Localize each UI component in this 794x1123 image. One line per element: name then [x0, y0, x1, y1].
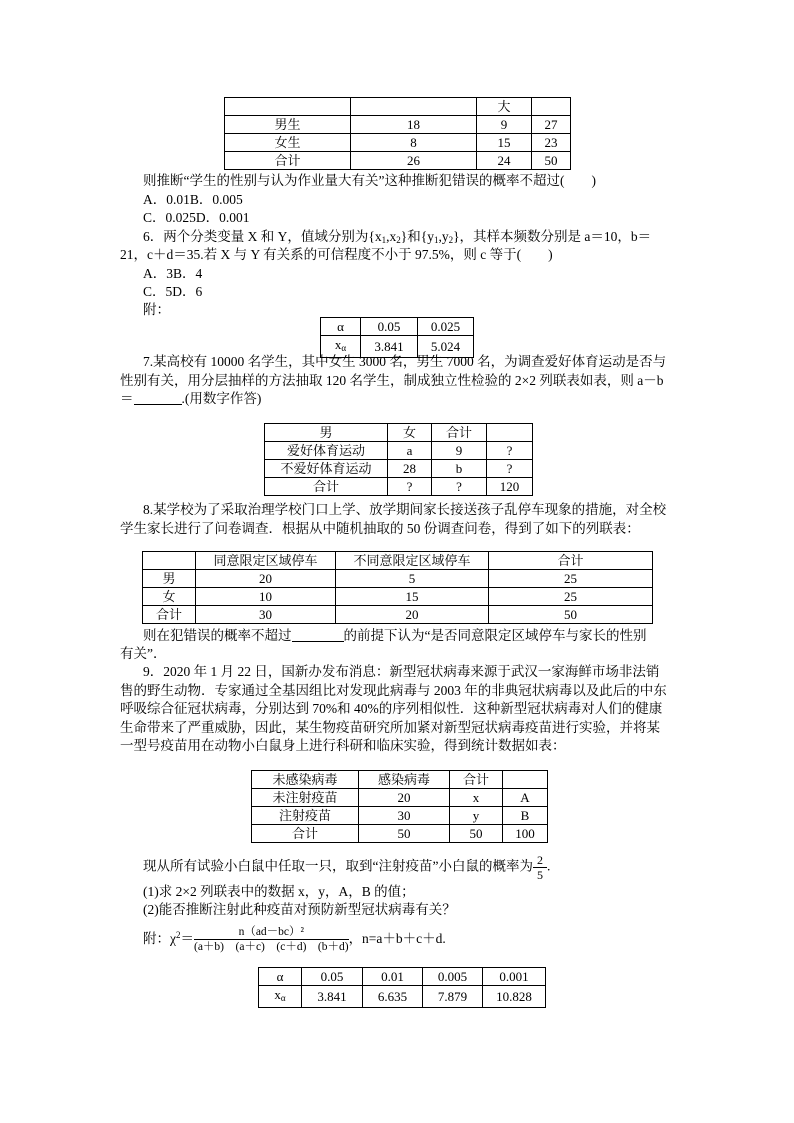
- formula-text: 附：χ: [143, 931, 176, 946]
- table-cell: 未注射疫苗: [252, 789, 359, 807]
- q6-text-b: ,x: [386, 229, 397, 244]
- q5-options-cd: C．0.025D．0.001: [143, 210, 250, 225]
- table-cell: 15: [336, 588, 489, 606]
- table-cell: 30: [359, 807, 450, 825]
- q9-line4: 生命带来了严重威胁，因此，某生物疫苗研究所加紧对新型冠状病毒疫苗进行实验，并将某: [120, 720, 660, 735]
- q8-text: 则在犯错误的概率不超过: [143, 628, 292, 643]
- table-cell: 10: [196, 588, 336, 606]
- table-cell: 爱好体育运动: [265, 442, 388, 460]
- table-cell: 8: [351, 134, 477, 152]
- table-cell: 女: [143, 588, 196, 606]
- table-cell: 注射疫苗: [252, 807, 359, 825]
- table-cell: 同意限定区域停车: [196, 552, 336, 570]
- table-cell: 9: [432, 442, 487, 460]
- formula-text: ，n=a＋b＋c＋d.: [348, 931, 446, 946]
- table-cell: 20: [336, 606, 489, 624]
- table-row: [321, 318, 474, 336]
- table-cell: [532, 98, 571, 116]
- table-cell: 26: [351, 152, 477, 170]
- table-cell: 合计: [252, 825, 359, 843]
- table-cell: 27: [532, 116, 571, 134]
- table-cell: 合计: [225, 152, 351, 170]
- table-cell: 合计: [143, 606, 196, 624]
- table-cell: 未感染病毒: [252, 771, 359, 789]
- table-cell: A: [503, 789, 548, 807]
- table-row: [265, 460, 533, 478]
- table-cell: 合计: [432, 424, 487, 442]
- table-cell: 50: [489, 606, 653, 624]
- table-cell: 3.841: [361, 336, 418, 358]
- table-cell: [487, 424, 533, 442]
- table-cell: 23: [532, 134, 571, 152]
- q8-after-line1: [143, 627, 647, 645]
- table-row: [259, 986, 546, 1008]
- table-cell: [351, 98, 477, 116]
- table-cell: 5: [336, 570, 489, 588]
- x-symbol: x: [274, 987, 281, 1002]
- table-cell: b: [432, 460, 487, 478]
- table-cell: y: [450, 807, 503, 825]
- formula-fraction: [194, 925, 349, 954]
- superscript: 2: [176, 930, 181, 940]
- table-cell: 25: [489, 570, 653, 588]
- table-row: [265, 478, 533, 496]
- table-cell: 感染病毒: [359, 771, 450, 789]
- table-row: [143, 588, 653, 606]
- table-cell: 50: [359, 825, 450, 843]
- table-row: [252, 789, 548, 807]
- q9-part1: (1)求 2×2 列联表中的数据 x，y，A，B 的值；: [143, 884, 415, 899]
- fraction-denominator: 5: [536, 868, 543, 882]
- q5-options-ab: A．0.01B．0.005: [143, 192, 243, 207]
- fraction: [533, 853, 547, 882]
- q9-probability-line: 现从所有试验小白鼠中任取一只，取到“注射疫苗”小白鼠的概率为 $\frac{2}{5}$ .: [143, 853, 551, 882]
- table-cell: [259, 986, 302, 1008]
- table-cell: 0.025: [418, 318, 474, 336]
- appendix-label: 附：: [143, 302, 170, 317]
- q9-line1: 9．2020 年 1 月 22 日，国新办发布消息：新型冠状病毒来源于武汉一家海鲜市场非法销: [143, 664, 660, 679]
- table-cell: 20: [359, 789, 450, 807]
- subscript: 2: [448, 235, 454, 245]
- chi-square-formula: [143, 920, 446, 954]
- table-cell: 合计: [489, 552, 653, 570]
- formula-numerator: n（ad－bc）²: [194, 925, 349, 940]
- table-cell: 女: [388, 424, 432, 442]
- table-cell: [503, 771, 548, 789]
- table-cell: 20: [196, 570, 336, 588]
- q8-line2: 学生家长进行了问卷调查．根据从中随机抽取的 50 份调查问卷，得到了如下的列联表：: [120, 521, 640, 536]
- q6-options-ab: A．3B．4: [143, 266, 203, 281]
- q5-stem: 则推断“学生的性别与认为作业量大有关”这种推断犯错误的概率不超过( ): [143, 173, 596, 188]
- sports-gender-table: [264, 423, 533, 496]
- table-row: [252, 825, 548, 843]
- table-row: [143, 606, 653, 624]
- table-cell: 0.001: [483, 968, 546, 986]
- fraction-numerator: 2: [533, 853, 547, 868]
- x-symbol: x: [334, 337, 342, 352]
- table-cell: 3.841: [302, 986, 363, 1008]
- subscript: 1: [433, 235, 439, 245]
- subscript: 1: [381, 235, 387, 245]
- table-cell: [225, 98, 351, 116]
- table-cell: B: [503, 807, 548, 825]
- table-cell: 合计: [265, 478, 388, 496]
- table-cell: 7.879: [423, 986, 483, 1008]
- table-cell: 0.01: [363, 968, 423, 986]
- table-cell: 50: [450, 825, 503, 843]
- q6-text-a: 6．两个分类变量 X 和 Y，值域分别为{x: [143, 229, 382, 244]
- subscript: α: [280, 993, 286, 1003]
- table-cell: 5.024: [418, 336, 474, 358]
- critical-value-table: [258, 967, 546, 1008]
- table-cell: 男生: [225, 116, 351, 134]
- table-cell: 男: [143, 570, 196, 588]
- table-row: [265, 424, 533, 442]
- q8-text: 的前提下认为“是否同意限定区域停车与家长的性别: [343, 628, 647, 643]
- q7-text: .(用数字作答): [181, 391, 262, 406]
- q9-line3: 呼吸综合征冠状病毒，分别达到 70%和 40%的序列相似性．这种新型冠状病毒对人们的健康: [120, 701, 663, 716]
- table-cell: α: [321, 318, 361, 336]
- table-cell: a: [388, 442, 432, 460]
- table-cell: x: [450, 789, 503, 807]
- q7-text: ＝: [120, 391, 134, 406]
- q8-after-line2: 有关”．: [120, 646, 167, 661]
- table-cell: 0.005: [423, 968, 483, 986]
- q9-part2: (2)能否推断注射此种疫苗对预防新型冠状病毒有关？: [143, 902, 456, 917]
- q7-line3: [120, 390, 261, 408]
- q6-text-e: }，其样本频数分别是 a＝10，b＝: [453, 229, 652, 244]
- table-cell: 合计: [450, 771, 503, 789]
- q7-line2: 性别有关，用分层抽样的方法抽取 120 名学生，制成独立性检验的 2×2 列联表如表，则 a－b: [120, 373, 664, 388]
- q6-text-c: }和{y: [400, 229, 434, 244]
- parking-survey-table: [142, 551, 653, 624]
- table-cell: 15: [477, 134, 532, 152]
- answer-blank[interactable]: [292, 629, 344, 642]
- table-cell: 0.05: [302, 968, 363, 986]
- q9-line5: 一型号疫苗用在动物小白鼠身上进行科研和临床实验，得到统计数据如表：: [120, 738, 566, 753]
- table-row: [143, 552, 653, 570]
- vaccine-table: [251, 770, 548, 843]
- table-row: [225, 98, 571, 116]
- q9-text: 现从所有试验小白鼠中任取一只，取到“注射疫苗”小白鼠的概率为: [143, 858, 533, 874]
- table-cell: 0.05: [361, 318, 418, 336]
- table-cell: α: [259, 968, 302, 986]
- table-cell: 6.635: [363, 986, 423, 1008]
- table-cell: [143, 552, 196, 570]
- table-cell: 25: [489, 588, 653, 606]
- answer-blank[interactable]: [134, 392, 182, 405]
- table-cell: 不爱好体育运动: [265, 460, 388, 478]
- table-row: [252, 807, 548, 825]
- subscript: α: [341, 343, 347, 353]
- q9-line2: 售的野生动物．专家通过全基因组比对发现此病毒与 2003 年的非典冠状病毒以及此后的中东: [120, 683, 667, 698]
- table-cell: ?: [388, 478, 432, 496]
- q8-line1: 8.某学校为了采取治理学校门口上学、放学期间家长接送孩子乱停车现象的措施，对全校: [143, 502, 667, 517]
- table-row: [252, 771, 548, 789]
- q6-line2: 21，c＋d＝35.若 X 与 Y 有关系的可信程度不小于 97.5%，则 c 等于( ): [120, 247, 553, 262]
- q7-line1: 7.某高校有 10000 名学生，其中女生 3000 名，男生 7000 名，为调查爱好体育运动是否与: [143, 354, 667, 369]
- table-cell: ?: [432, 478, 487, 496]
- subscript: 2: [396, 235, 401, 245]
- formula-text: ＝: [180, 931, 194, 946]
- q6-options-cd: C．5D．6: [143, 284, 203, 299]
- table-cell: ?: [487, 442, 533, 460]
- table-cell: 9: [477, 116, 532, 134]
- table-cell: 10.828: [483, 986, 546, 1008]
- table-cell: 大: [477, 98, 532, 116]
- table-cell: 30: [196, 606, 336, 624]
- table-row: [259, 968, 546, 986]
- table-cell: 不同意限定区域停车: [336, 552, 489, 570]
- table-cell: ?: [487, 460, 533, 478]
- table-cell: 男: [265, 424, 388, 442]
- table-row: [265, 442, 533, 460]
- table-cell: 女生: [225, 134, 351, 152]
- table-cell: 120: [487, 478, 533, 496]
- table-cell: 50: [532, 152, 571, 170]
- table-row: [225, 152, 571, 170]
- table-cell: 100: [503, 825, 548, 843]
- table-row: [143, 570, 653, 588]
- table-cell: 24: [477, 152, 532, 170]
- table-row: [225, 134, 571, 152]
- critical-value-table-small: [320, 317, 474, 358]
- table-cell: 18: [351, 116, 477, 134]
- table-row: [225, 116, 571, 134]
- table-cell: 28: [388, 460, 432, 478]
- gender-homework-table: [224, 97, 571, 170]
- formula-denominator: (a＋b) (a＋c) (c＋d) (b＋d): [194, 941, 349, 954]
- q6-text-d: ,y: [438, 229, 449, 244]
